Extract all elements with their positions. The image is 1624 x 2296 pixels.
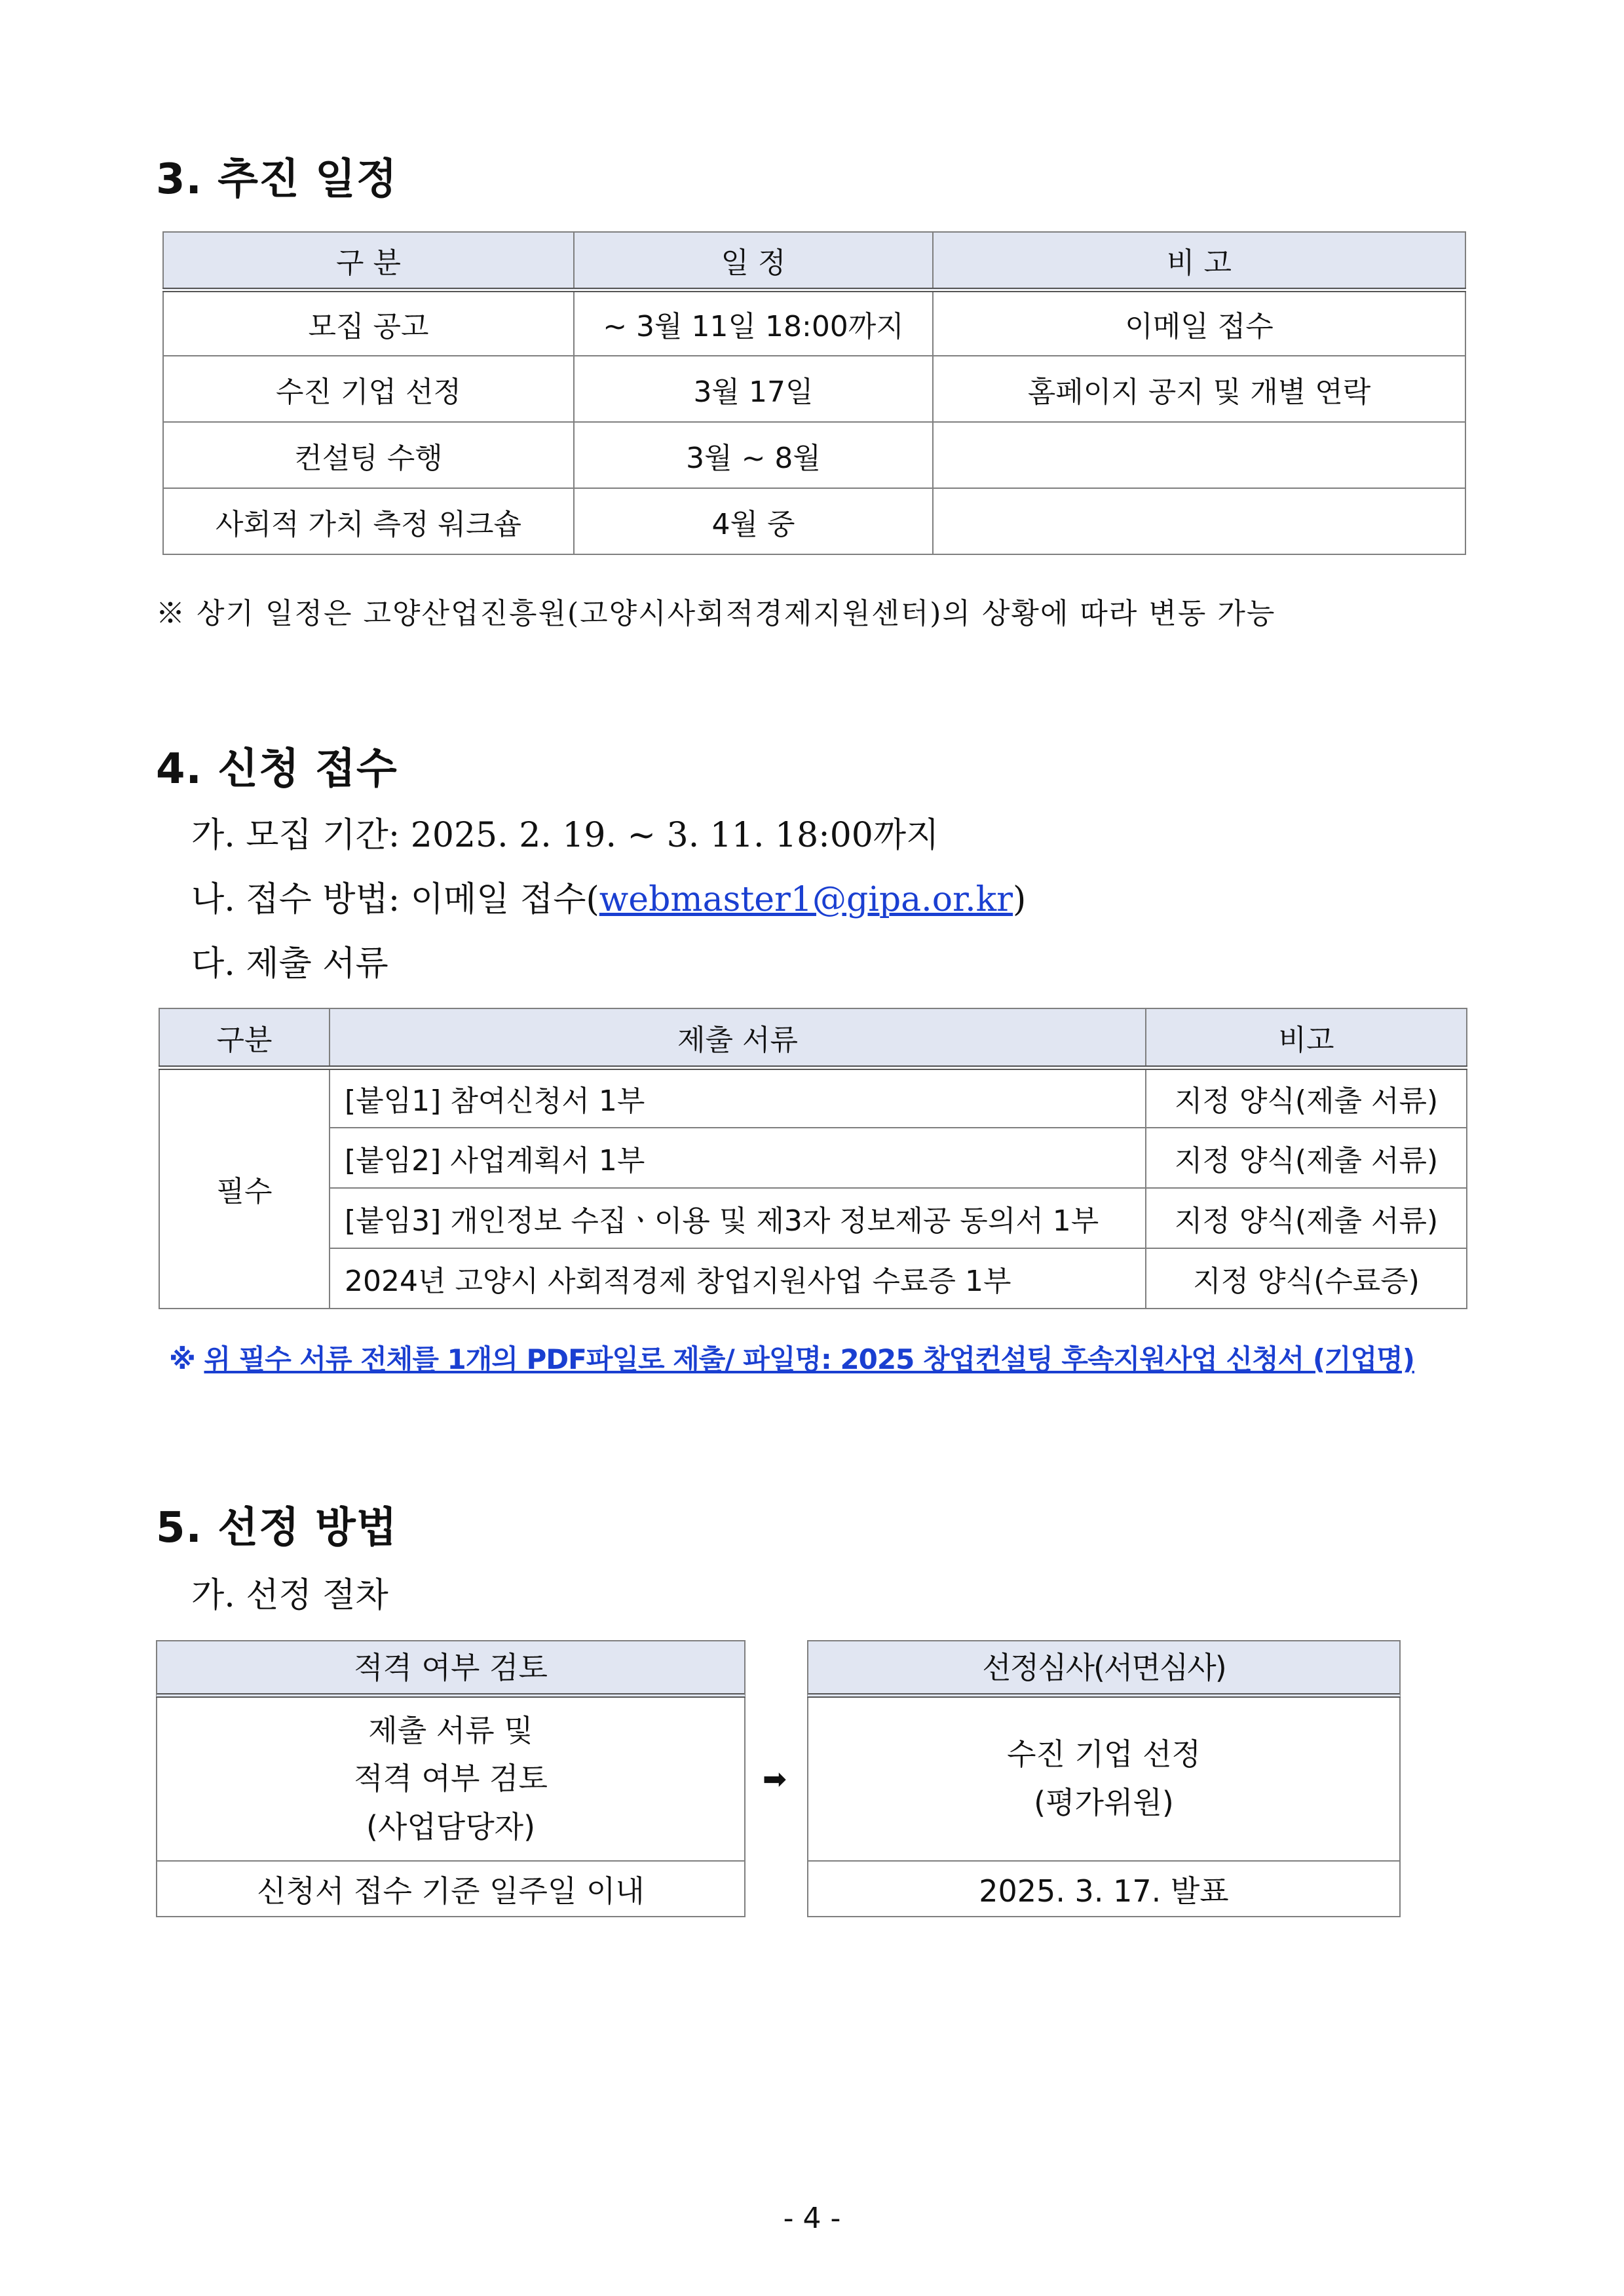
file-submission-note: [169, 1338, 1414, 1377]
table-row: [163, 422, 1465, 488]
table-row: [163, 488, 1465, 554]
table-row: [159, 1188, 1467, 1248]
step1-line: 적격 여부 검토: [354, 1761, 548, 1797]
cell: 사회적 가치 측정 워크숍: [163, 488, 574, 554]
schedule-table: [162, 231, 1466, 555]
cell: 3월 17일: [574, 356, 933, 422]
cell: [붙임3] 개인정보 수집ㆍ이용 및 제3자 정보제공 동의서 1부: [330, 1188, 1146, 1248]
cell: [933, 488, 1465, 554]
step2-line: 수진 기업 선정: [1007, 1736, 1201, 1772]
cell: 이메일 접수: [933, 290, 1465, 356]
step1-line: (사업담당자): [366, 1808, 536, 1845]
cell: 지정 양식(제출 서류): [1146, 1128, 1467, 1188]
step2-line: (평가위원): [1034, 1785, 1174, 1820]
cell: 4월 중: [574, 488, 933, 554]
cell: 컨설팅 수행: [163, 422, 574, 488]
cell: 홈페이지 공지 및 개별 연락: [933, 356, 1465, 422]
note-mark: ※: [169, 1343, 195, 1375]
page-number: - 4 -: [783, 2202, 841, 2235]
documents-header-docs: 제출 서류: [330, 1008, 1146, 1067]
step1-line: 제출 서류 및: [368, 1712, 533, 1748]
selection-procedure-label: 가. 선정 절차: [191, 1576, 388, 1615]
table-row: [159, 1128, 1467, 1188]
cell: 3월 ~ 8월: [574, 422, 933, 488]
cell: [붙임1] 참여신청서 1부: [330, 1067, 1146, 1128]
section-4-heading: 4. 신청 접수: [156, 745, 398, 794]
table-row: [163, 290, 1465, 356]
documents-header-remark: 비고: [1146, 1008, 1467, 1067]
recruit-period: 가. 모집 기간: 2025. 2. 19. ~ 3. 11. 18:00까지: [191, 816, 939, 855]
submission-method-label: 나. 접수 방법: 이메일 접수(: [191, 880, 599, 919]
cell: 2024년 고양시 사회적경제 창업지원사업 수료증 1부: [330, 1248, 1146, 1309]
table-row: [159, 1067, 1467, 1128]
schedule-header-date: 일 정: [574, 232, 933, 290]
cell: 지정 양식(제출 서류): [1146, 1067, 1467, 1128]
required-category: 필수: [159, 1067, 330, 1309]
cell: 모집 공고: [163, 290, 574, 356]
submission-method: [191, 871, 1026, 921]
cell: ~ 3월 11일 18:00까지: [574, 290, 933, 356]
cell: 지정 양식(수료증): [1146, 1248, 1467, 1309]
cell: [933, 422, 1465, 488]
email-link[interactable]: webmaster1@gipa.or.kr: [599, 880, 1013, 919]
step1-body: [156, 1698, 746, 1862]
step1-title: 적격 여부 검토: [156, 1640, 746, 1698]
cell: 지정 양식(제출 서류): [1146, 1188, 1467, 1248]
table-row: [159, 1248, 1467, 1309]
note-text: 위 필수 서류 전체를 1개의 PDF파일로 제출/ 파일명: 2025 창업컨설팅 후속지원사업 신청서 (기업명): [204, 1343, 1414, 1375]
step2-body: [807, 1698, 1401, 1862]
section-3-heading: 3. 추진 일정: [156, 155, 398, 204]
documents-table: [159, 1008, 1467, 1309]
step2-footer: 2025. 3. 17. 발표: [807, 1860, 1401, 1917]
schedule-header-remark: 비 고: [933, 232, 1465, 290]
schedule-note: ※ 상기 일정은 고양산업진흥원(고양시사회적경제지원센터)의 상황에 따라 변동 가능: [156, 597, 1276, 630]
documents-label: 다. 제출 서류: [191, 944, 388, 984]
documents-header-category: 구분: [159, 1008, 330, 1067]
table-row: [163, 356, 1465, 422]
step2-title: 선정심사(서면심사): [807, 1640, 1401, 1698]
submission-method-end: ): [1013, 880, 1027, 919]
section-5-heading: 5. 선정 방법: [156, 1504, 398, 1552]
arrow-right-icon: ➡: [763, 1763, 787, 1796]
schedule-header-category: 구 분: [163, 232, 574, 290]
step1-footer: 신청서 접수 기준 일주일 이내: [156, 1860, 746, 1917]
cell: 수진 기업 선정: [163, 356, 574, 422]
cell: [붙임2] 사업계획서 1부: [330, 1128, 1146, 1188]
